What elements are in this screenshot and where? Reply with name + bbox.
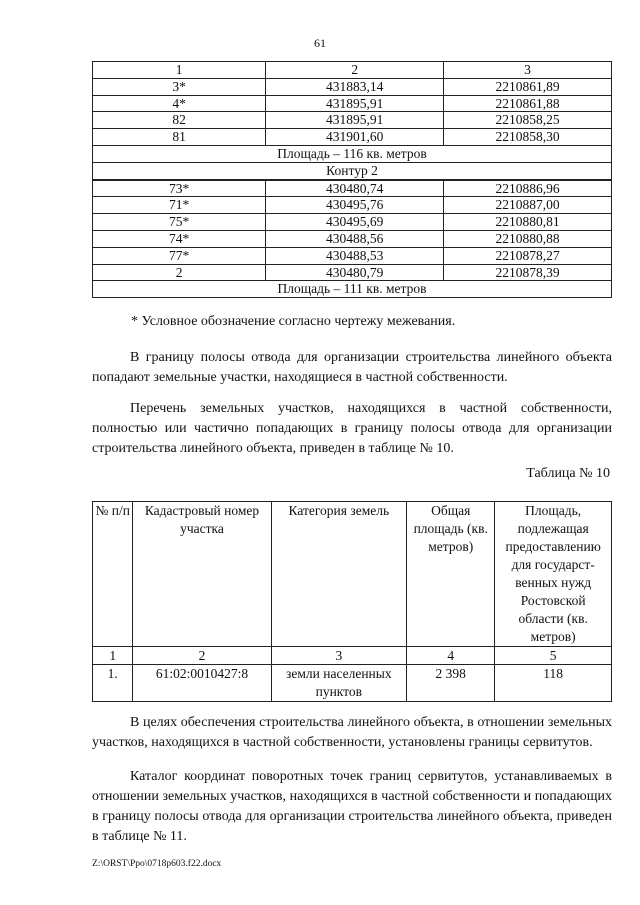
y-cell: 2210858,30: [444, 129, 612, 146]
page-number: 61: [314, 36, 326, 50]
column-number: 3: [271, 647, 407, 665]
point-cell: 81: [93, 129, 266, 146]
table-row: [93, 247, 612, 264]
table-row: [93, 230, 612, 247]
header-cadastral: Кадастровый номер участка: [133, 502, 271, 647]
point-cell: 2: [93, 264, 266, 281]
total-area: 2 398: [407, 665, 495, 702]
area-row: [93, 145, 612, 162]
cadastral-number: 61:02:0010427:8: [133, 665, 271, 702]
table-header-row: [93, 62, 612, 79]
table-row: [93, 214, 612, 231]
point-cell: 73*: [93, 180, 266, 197]
header-total-area: Общая площадь (кв. метров): [407, 502, 495, 647]
area-state: 118: [495, 665, 612, 702]
y-cell: 2210878,27: [444, 247, 612, 264]
y-cell: 2210886,96: [444, 180, 612, 197]
area-cell: Площадь – 116 кв. метров: [93, 145, 612, 162]
column-number: 5: [495, 647, 612, 665]
table-row: [93, 78, 612, 95]
point-cell: 71*: [93, 197, 266, 214]
x-cell: 431895,91: [266, 95, 444, 112]
x-cell: 430495,76: [266, 197, 444, 214]
table-row: [93, 197, 612, 214]
coordinates-table: [92, 61, 612, 298]
header-cell: 2: [266, 62, 444, 79]
table-row: [93, 180, 612, 197]
land-category: земли населенных пунктов: [271, 665, 407, 702]
file-path: Z:\ORST\Ppo\0718p603.f22.docx: [92, 859, 222, 869]
point-cell: 4*: [93, 95, 266, 112]
x-cell: 430480,79: [266, 264, 444, 281]
area-cell: Площадь – 111 кв. метров: [93, 281, 612, 298]
table-caption: Таблица № 10: [526, 466, 610, 481]
point-cell: 75*: [93, 214, 266, 231]
table-row: [93, 95, 612, 112]
land-plots-table: [92, 501, 612, 702]
x-cell: 430495,69: [266, 214, 444, 231]
header-area-state: Площадь, подлежащая предоставлению для государст-венных нужд Ростовской области (кв. метров): [495, 502, 612, 647]
x-cell: 430480,74: [266, 180, 444, 197]
y-cell: 2210887,00: [444, 197, 612, 214]
y-cell: 2210880,88: [444, 230, 612, 247]
y-cell: 2210861,88: [444, 95, 612, 112]
point-cell: 74*: [93, 230, 266, 247]
column-numbers-row: [93, 647, 612, 665]
row-num: 1.: [93, 665, 133, 702]
contour-title-row: [93, 162, 612, 179]
x-cell: 430488,53: [266, 247, 444, 264]
paragraph-easements: В целях обеспечения строительства линейного объекта, в отношении земельных участков, находящихся в частной собственности, установлены границы сервитутов.: [92, 715, 612, 750]
header-cell: 3: [444, 62, 612, 79]
column-number: 4: [407, 647, 495, 665]
header-num: № п/п: [93, 502, 133, 647]
y-cell: 2210858,25: [444, 112, 612, 129]
table-row: [93, 129, 612, 146]
table-row: [93, 264, 612, 281]
paragraph-private-land: В границу полосы отвода для организации строительства линейного объекта попадают земельные участки, находящиеся в частной собственности.: [92, 350, 612, 385]
column-number: 2: [133, 647, 271, 665]
column-number: 1: [93, 647, 133, 665]
table-row: [93, 112, 612, 129]
point-cell: 77*: [93, 247, 266, 264]
point-cell: 3*: [93, 78, 266, 95]
header-category: Категория земель: [271, 502, 407, 647]
contour-title-cell: Контур 2: [93, 162, 612, 179]
table-row: [93, 665, 612, 702]
x-cell: 431901,60: [266, 129, 444, 146]
x-cell: 431883,14: [266, 78, 444, 95]
x-cell: 430488,56: [266, 230, 444, 247]
x-cell: 431895,91: [266, 112, 444, 129]
y-cell: 2210880,81: [444, 214, 612, 231]
point-cell: 82: [93, 112, 266, 129]
footnote: * Условное обозначение согласно чертежу межевания.: [131, 314, 456, 329]
area-row: [93, 281, 612, 298]
paragraph-catalog: Каталог координат поворотных точек границ сервитутов, устанавливаемых в отношении земельных участков, находящихся в частной собственности и попадающих в границу полосы отвода для организации строительства линейного объекта, приведен в таблице № 11.: [92, 769, 612, 844]
y-cell: 2210878,39: [444, 264, 612, 281]
y-cell: 2210861,89: [444, 78, 612, 95]
paragraph-land-list: Перечень земельных участков, находящихся в частной собственности, полностью или частично попадающих в границу полосы отвода для организации строительства линейного объекта, приведен в таблице № 10.: [92, 401, 612, 456]
header-cell: 1: [93, 62, 266, 79]
table-header-row: [93, 502, 612, 647]
